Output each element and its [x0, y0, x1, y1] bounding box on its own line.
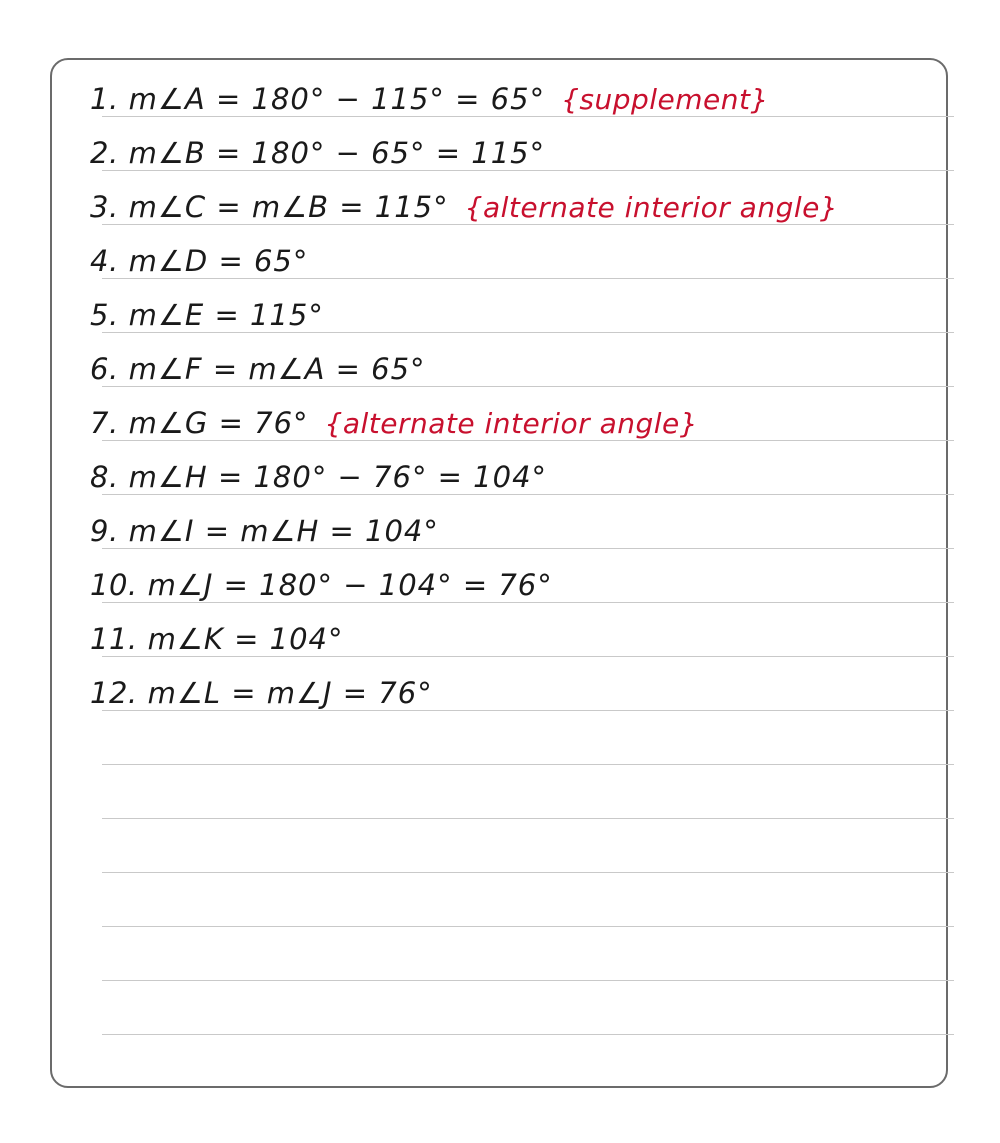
- ruled-line: [102, 224, 954, 225]
- line-number: 10.: [90, 568, 138, 602]
- equation: m∠K = 104°: [147, 622, 344, 656]
- equation: m∠C = m∠B = 115°: [128, 190, 449, 224]
- ruled-line: [102, 386, 954, 387]
- notebook-page: [50, 58, 948, 1088]
- equation: m∠A = 180° − 115° = 65°: [128, 82, 546, 116]
- ruled-line: [102, 602, 954, 603]
- equation: m∠E = 115°: [128, 298, 324, 332]
- solution-line: [90, 70, 769, 116]
- solution-line: [90, 286, 324, 332]
- equation: m∠F = m∠A = 65°: [128, 352, 426, 386]
- ruled-line: [102, 710, 954, 711]
- ruled-line: [102, 818, 954, 819]
- solution-line: [90, 232, 308, 278]
- ruled-line: [102, 332, 954, 333]
- ruled-line: [102, 116, 954, 117]
- ruled-line: [102, 926, 954, 927]
- line-number: 2.: [90, 136, 119, 170]
- line-number: 12.: [90, 676, 138, 710]
- ruled-line: [102, 170, 954, 171]
- line-number: 5.: [90, 298, 119, 332]
- ruled-line: [102, 494, 954, 495]
- line-number: 1.: [90, 82, 119, 116]
- solution-line: [90, 124, 545, 170]
- solution-line: [90, 664, 433, 710]
- annotation: {alternate interior angle}: [324, 407, 699, 440]
- line-number: 9.: [90, 514, 119, 548]
- equation: m∠D = 65°: [128, 244, 309, 278]
- line-number: 7.: [90, 406, 119, 440]
- equation: m∠J = 180° − 104° = 76°: [147, 568, 553, 602]
- ruled-line: [102, 872, 954, 873]
- equation: m∠G = 76°: [128, 406, 309, 440]
- line-number: 11.: [90, 622, 138, 656]
- line-number: 4.: [90, 244, 119, 278]
- ruled-line: [102, 980, 954, 981]
- solution-line: [90, 502, 439, 548]
- solution-line: [90, 610, 343, 656]
- line-number: 3.: [90, 190, 119, 224]
- line-number: 8.: [90, 460, 119, 494]
- equation: m∠H = 180° − 76° = 104°: [128, 460, 548, 494]
- ruled-line: [102, 440, 954, 441]
- line-number: 6.: [90, 352, 119, 386]
- equation: m∠B = 180° − 65° = 115°: [128, 136, 546, 170]
- ruled-line: [102, 656, 954, 657]
- ruled-line: [102, 278, 954, 279]
- annotation: {supplement}: [561, 83, 769, 116]
- solution-line: [90, 394, 698, 440]
- ruled-line: [102, 548, 954, 549]
- solution-line: [90, 178, 838, 224]
- ruled-line: [102, 1034, 954, 1035]
- ruled-line: [102, 764, 954, 765]
- equation: m∠L = m∠J = 76°: [147, 676, 433, 710]
- annotation: {alternate interior angle}: [464, 191, 839, 224]
- solution-line: [90, 448, 547, 494]
- solution-line: [90, 340, 426, 386]
- solution-line: [90, 556, 553, 602]
- equation: m∠I = m∠H = 104°: [128, 514, 439, 548]
